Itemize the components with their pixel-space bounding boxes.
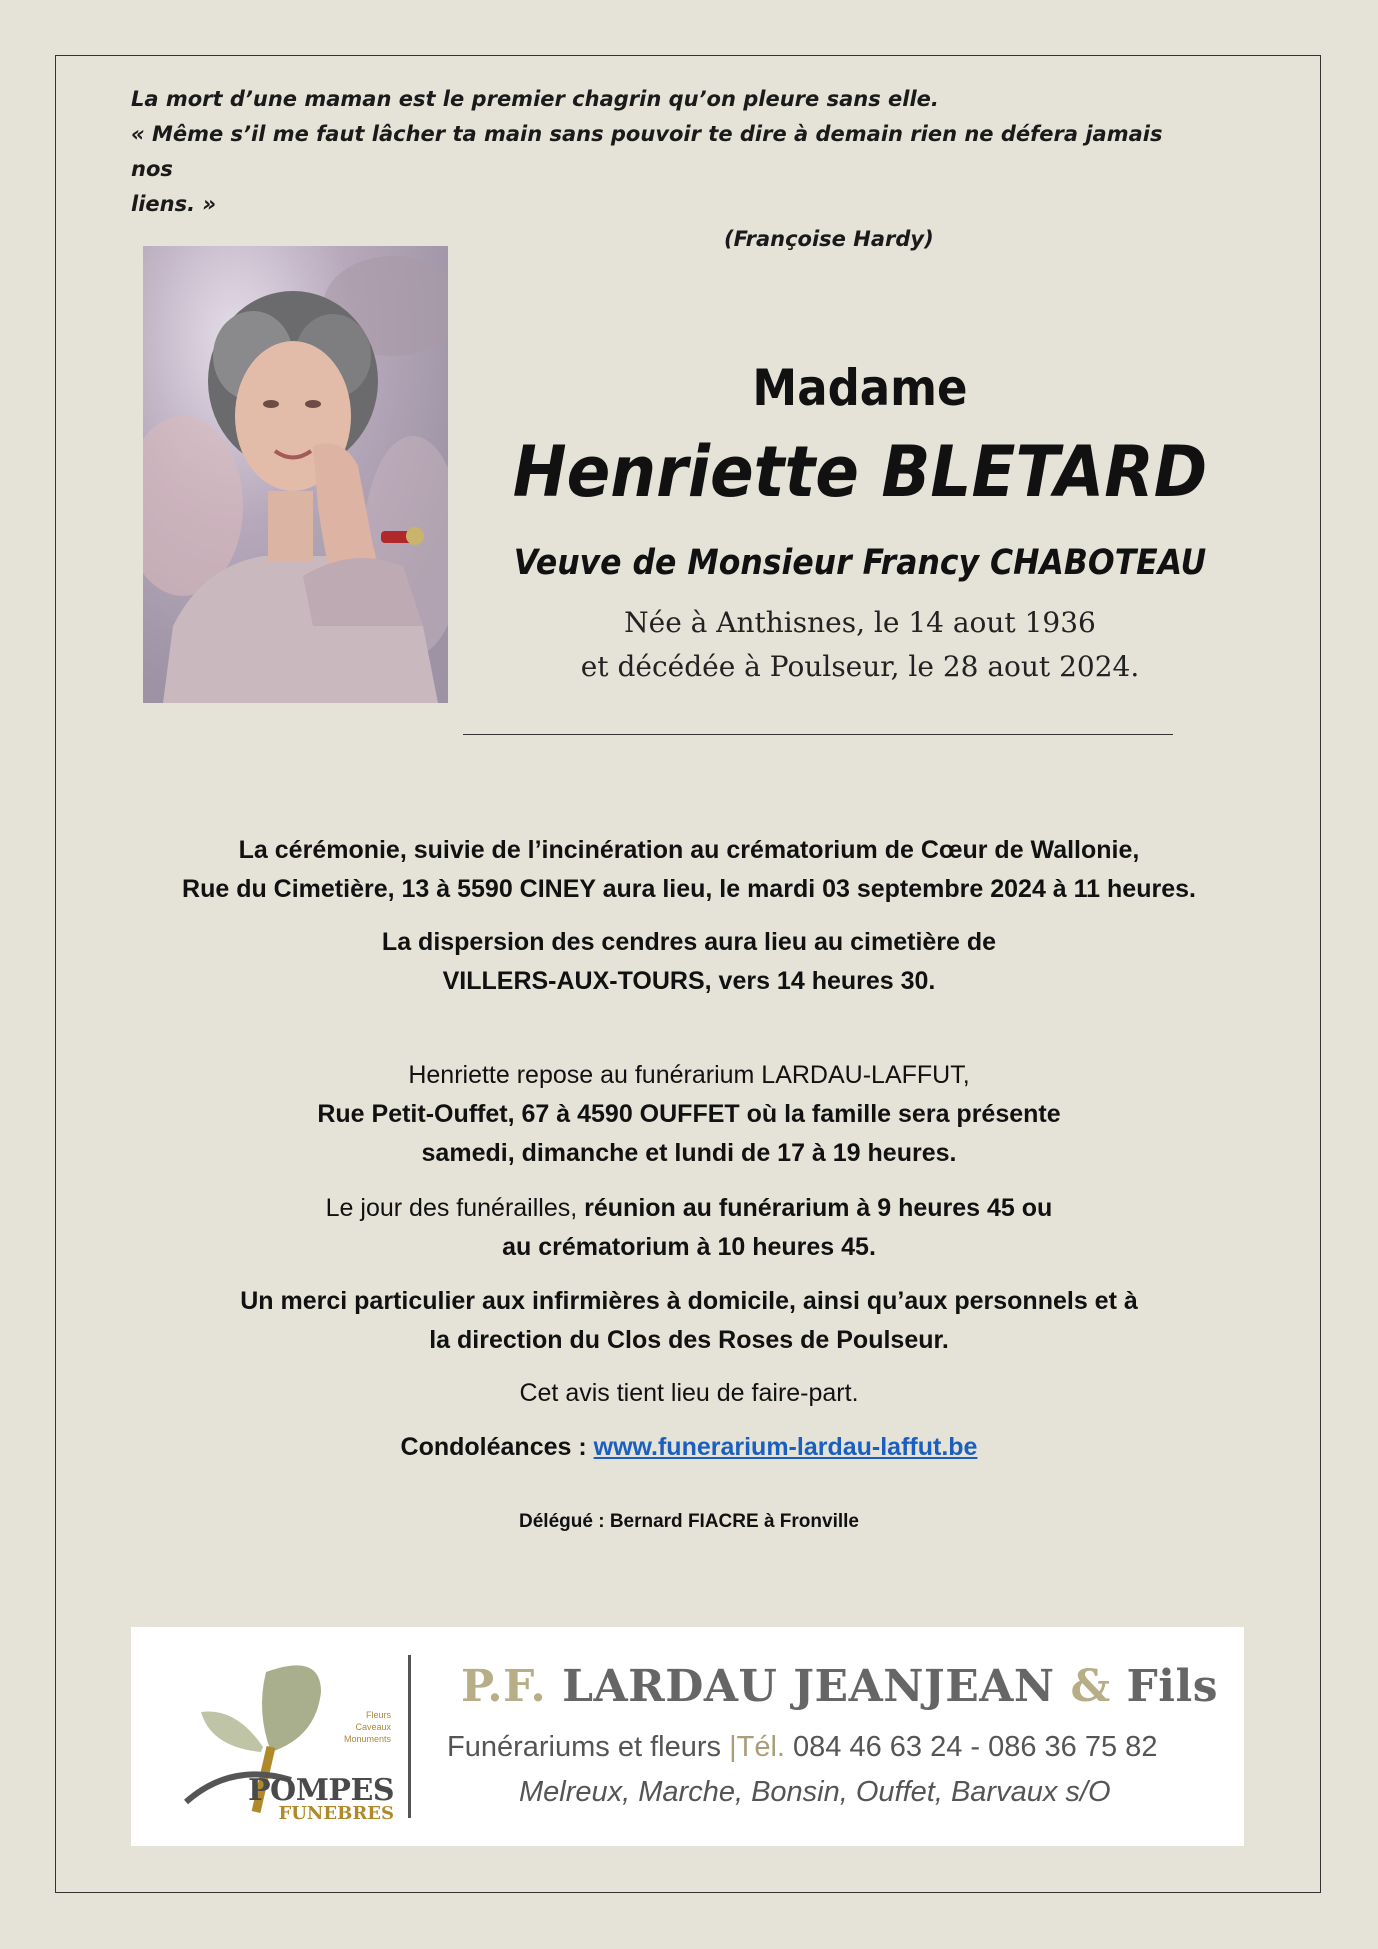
ceremony-line-1: La cérémonie, suivie de l’incinération au crématorium de Cœur de Wallonie, (238, 836, 1140, 864)
deceased-name: Henriette BLETARD (512, 431, 1208, 513)
logo-side-words (301, 1709, 391, 1745)
company-name (461, 1660, 1221, 1714)
ceremony-info (100, 831, 1278, 909)
tagline-tel-label: Tél. (736, 1731, 785, 1763)
company-locations: Melreux, Marche, Bonsin, Ouffet, Barvaux s/O (519, 1776, 1111, 1808)
tagline-services: Funérariums et fleurs (447, 1731, 721, 1763)
funeral-day-prefix: Le jour des funérailles, (325, 1194, 585, 1222)
visitation-line-3: samedi, dimanche et lundi de 17 à 19 heures. (421, 1139, 957, 1167)
thanks-info (100, 1282, 1278, 1360)
side-word-monuments: Monuments (343, 1734, 391, 1744)
condolences-link[interactable]: www.funerarium-lardau-laffut.be (593, 1433, 978, 1461)
quote-line-3: liens. » (131, 192, 217, 216)
birth-line: Née à Anthisnes, le 14 aout 1936 (624, 606, 1096, 639)
company-pf: P.F. (461, 1661, 547, 1712)
thanks-line-1: Un merci particulier aux infirmières à domicile, ainsi qu’aux personnels et à (240, 1287, 1138, 1315)
funeral-day-line-2: au crématorium à 10 heures 45. (502, 1233, 876, 1261)
funeral-day-info (100, 1189, 1278, 1267)
epigraph-quote (131, 82, 1191, 257)
company-tagline (447, 1727, 1227, 1767)
logo-funebres: FUNEBRES (278, 1803, 394, 1824)
banner-divider (408, 1655, 411, 1818)
dispersion-line-1: La dispersion des cendres aura lieu au cimetière de (381, 928, 997, 956)
funeral-day-line-1 (100, 1189, 1278, 1228)
dispersion-info (100, 923, 1278, 1001)
funeral-home-banner (131, 1627, 1244, 1846)
widow-of: Veuve de Monsieur Francy CHABOTEAU (513, 543, 1207, 583)
honorific: Madame (752, 359, 968, 417)
delegate-text: Délégué : Bernard FIACRE à Fronville (519, 1511, 859, 1532)
visitation-line-2: Rue Petit-Ouffet, 67 à 4590 OUFFET où la famille sera présente (317, 1100, 1061, 1128)
divider-line (463, 734, 1173, 735)
side-word-caveaux: Caveaux (355, 1722, 391, 1732)
condolences-label: Condoléances : (400, 1433, 594, 1461)
dispersion-line-2: VILLERS-AUX-TOURS, vers 14 heures 30. (442, 967, 936, 995)
portrait-illustration (143, 246, 448, 703)
tagline-separator: | (729, 1731, 737, 1763)
visitation-info (100, 1056, 1278, 1173)
quote-line-2: « Même s’il me faut lâcher ta main sans pouvoir te dire à demain rien ne défera jamais nos (131, 122, 1163, 181)
notice-text: Cet avis tient lieu de faire-part. (519, 1379, 859, 1407)
visitation-line-1: Henriette repose au funérarium LARDAU-LAFFUT, (408, 1061, 970, 1089)
quote-author: (Françoise Hardy) (724, 227, 934, 251)
tagline-phones: 084 46 63 24 - 086 36 75 82 (793, 1731, 1158, 1763)
death-line: et décédée à Poulseur, le 28 aout 2024. (580, 650, 1140, 683)
logo-pompes: POMPES (248, 1773, 394, 1808)
quote-line-1: La mort d’une maman est le premier chagrin qu’on pleure sans elle. (131, 87, 939, 111)
company-main-name: LARDAU JEANJEAN (562, 1661, 1055, 1712)
deceased-portrait (143, 246, 448, 703)
thanks-line-2: la direction du Clos des Roses de Poulseur. (429, 1326, 949, 1354)
side-word-fleurs: Fleurs (365, 1710, 391, 1720)
ceremony-line-2: Rue du Cimetière, 13 à 5590 CINEY aura lieu, le mardi 03 septembre 2024 à 11 heures. (182, 875, 1196, 903)
company-fils: Fils (1126, 1661, 1218, 1712)
condolences (100, 1428, 1278, 1467)
funeral-day-bold: réunion au funérarium à 9 heures 45 ou (584, 1194, 1053, 1222)
company-ampersand: & (1070, 1661, 1111, 1712)
life-dates (480, 601, 1240, 689)
